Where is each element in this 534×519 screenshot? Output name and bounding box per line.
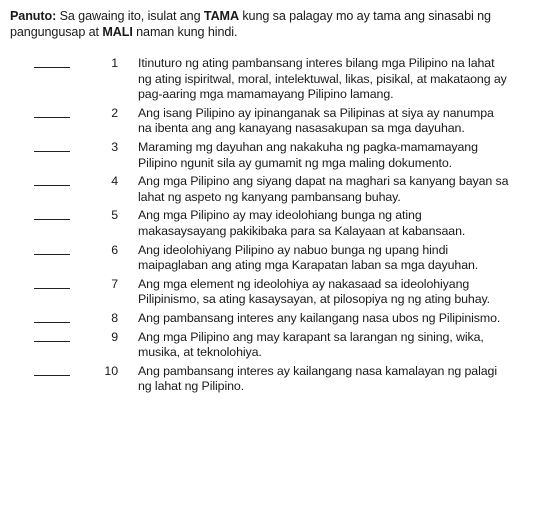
question-number: 9 xyxy=(111,329,118,344)
question-number: 4 xyxy=(111,174,118,189)
answer-blank-2[interactable] xyxy=(34,106,70,118)
answer-blank-7[interactable] xyxy=(34,277,70,289)
question-text: Ang pambansang interes any kailangang nasa ubos ng Pilipinismo. xyxy=(138,310,501,325)
question-number: 5 xyxy=(111,208,118,223)
question-text: Maraming mg dayuhan ang nakakuha ng pagka-mamamayang Pilipino ngunit sila ay gumamit ng mga maling dokumento. xyxy=(138,139,478,170)
instructions-part2: kung sa palagay mo ay tama ang sinasabi ng pangungusap at xyxy=(10,9,491,39)
answer-blank-6[interactable] xyxy=(34,243,70,255)
answer-blank-9[interactable] xyxy=(34,330,70,342)
question-text: Ang ideolohiyang Pilipino ay nabuo bunga ng upang hindi maipaglaban ang ating mga Karapatan laban sa mga dayuhan. xyxy=(138,242,479,273)
question-number: 8 xyxy=(111,310,118,325)
tama-keyword: TAMA xyxy=(203,9,239,23)
question-number: 2 xyxy=(111,105,118,120)
question-text: Ang mga element ng ideolohiya ay nakasaad sa ideolohiyang Pilipinismo, sa ating kasaysayan, at pilosopiya ng ng ating buhay. xyxy=(138,276,491,307)
question-text: Ang isang Pilipino ay ipinanganak sa Pilipinas at siya ay nanumpa na ibenta ang ang kanayang nasasakupan sa mga dayuhan. xyxy=(138,105,494,136)
question-item-4 xyxy=(10,174,524,205)
answer-blank-4[interactable] xyxy=(34,174,70,186)
mali-keyword: MALI xyxy=(102,25,133,39)
answer-blank-8[interactable] xyxy=(34,311,70,323)
question-text: Ang mga Pilipino ang siyang dapat na maghari sa kanyang bayan sa lahat ng aspeto ng kanyang pambansang buhay. xyxy=(138,174,509,204)
answer-blank-10[interactable] xyxy=(34,364,70,376)
instructions-part1: Sa gawaing ito, isulat ang xyxy=(56,9,204,23)
instructions-label: Panuto: xyxy=(10,9,57,23)
instructions xyxy=(10,8,524,40)
question-list xyxy=(10,56,524,395)
question-item-3 xyxy=(10,140,524,171)
question-item-2 xyxy=(10,106,524,137)
answer-blank-5[interactable] xyxy=(34,208,70,220)
question-number: 10 xyxy=(104,363,118,378)
question-text: Ang pambansang interes ay kailangang nasa kamalayan ng palagi ng lahat ng Pilipino. xyxy=(138,363,497,394)
question-item-7 xyxy=(10,277,524,308)
question-item-6 xyxy=(10,243,524,274)
question-number: 1 xyxy=(111,56,118,70)
question-item-10 xyxy=(10,364,524,395)
answer-blank-1[interactable] xyxy=(34,56,70,68)
question-text: Ang mga Pilipino ang may karapant sa larangan ng sining, wika, musika, at teknolohiya. xyxy=(138,329,484,360)
question-number: 3 xyxy=(111,139,118,154)
answer-blank-3[interactable] xyxy=(34,140,70,152)
question-number: 6 xyxy=(111,242,118,257)
question-item-1 xyxy=(10,56,524,103)
question-item-8 xyxy=(10,311,524,327)
question-item-9 xyxy=(10,330,524,361)
instructions-part3: naman kung hindi. xyxy=(132,25,238,39)
question-text: Ang mga Pilipino ay may ideolohiang bunga ng ating makasaysayang pakikibaka para sa Kalayaan at kabansaan. xyxy=(138,208,466,238)
question-item-5 xyxy=(10,208,524,239)
question-text: Itinuturo ng ating pambansang interes bilang mga Pilipino na lahat ng ating ispiritwal, moral, intelektuwal, likas, pisikal, at makataong ay pag-aaring mga mamamayang Pilipino lamang. xyxy=(138,56,507,102)
question-number: 7 xyxy=(111,276,118,291)
